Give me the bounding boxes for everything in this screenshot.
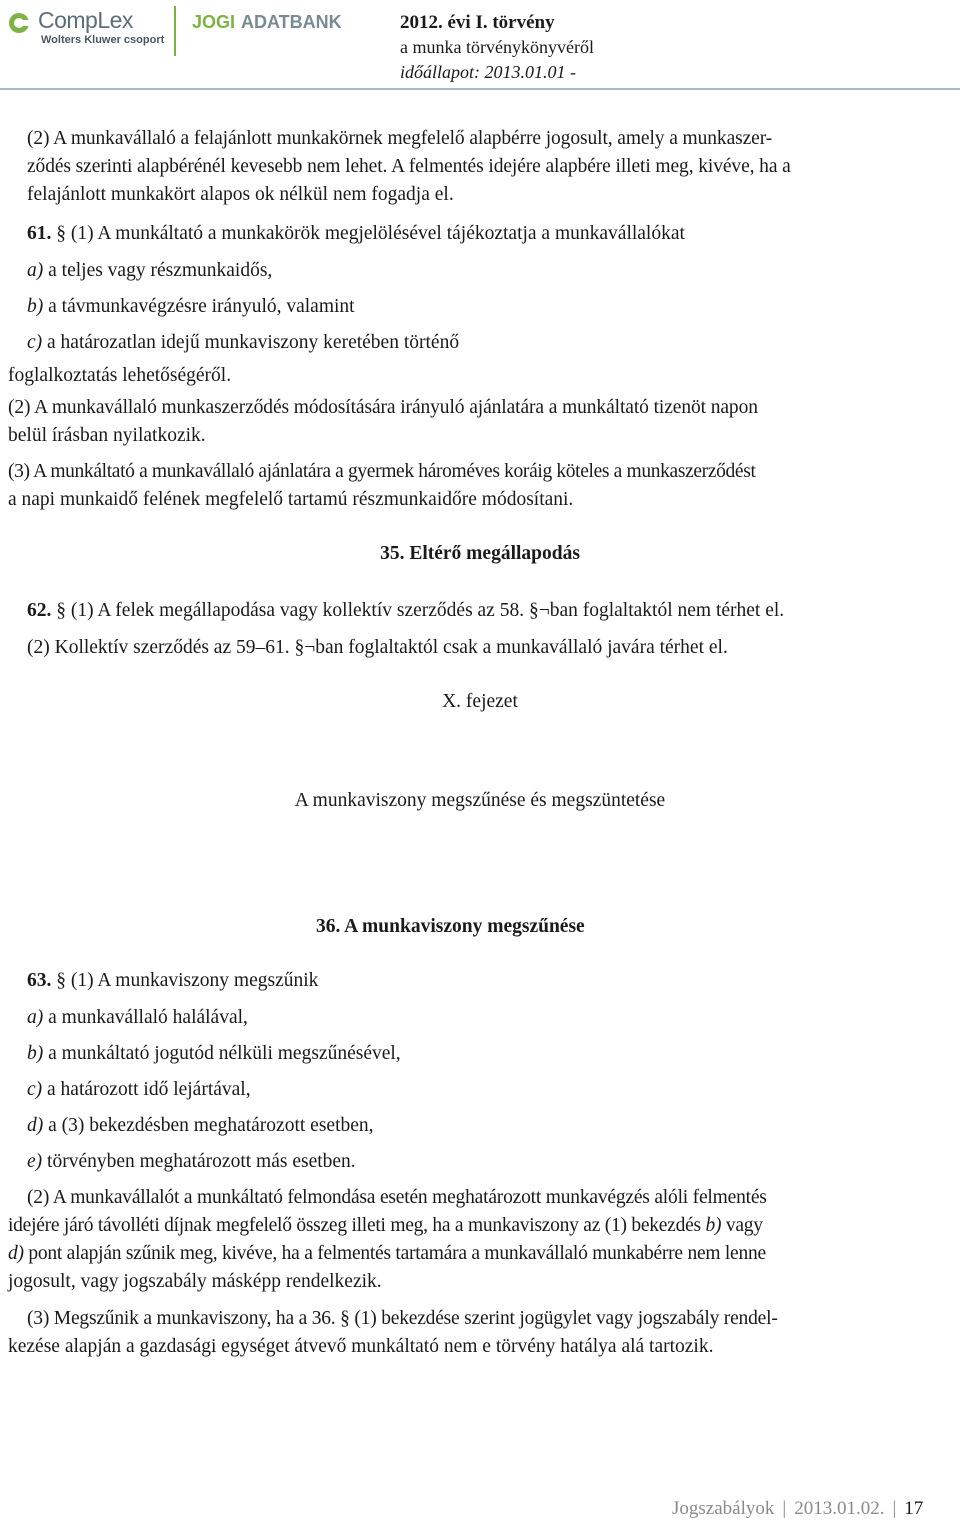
list-label: b) xyxy=(27,1043,44,1064)
footer-source: Jogszabályok xyxy=(672,1498,775,1519)
list-item-b xyxy=(27,293,355,321)
section-text: (1) A felek megállapodása vagy kollektív szerződés az 58. §¬ban foglaltaktól nem térhet el. xyxy=(70,600,785,621)
text-line xyxy=(8,1240,954,1268)
subheading-36: 36. A munkaviszony megszűnése xyxy=(316,916,585,937)
section-text: (1) A munkáltató a munkakörök megjelölésével tájékoztatja a munkavállalókat xyxy=(70,223,685,244)
text-span: pont alapján szűnik meg, kivéve, ha a felmentés tartamára a munkavállaló munkabérre nem lenne xyxy=(28,1243,766,1264)
section-sign: § xyxy=(56,970,66,991)
list-text: a határozott idő lejártával, xyxy=(47,1079,251,1100)
text-line: a napi munkaidő felének megfelelő tartamú részmunkaidőre módosítani. xyxy=(8,489,574,510)
header-rule xyxy=(0,88,960,90)
text-line: felajánlott munkakört alapos ok nélkül nem fogadja el. xyxy=(27,184,454,205)
text-line xyxy=(8,1212,954,1240)
subheading-35: 35. Eltérő megállapodás xyxy=(380,543,580,564)
list-label: d) xyxy=(8,1243,24,1264)
paragraph-63-3-cont: kezése alapján a gazdasági egységet átvevő munkáltató nem e törvény hatálya alá tartozik. xyxy=(8,1336,714,1357)
header-divider xyxy=(174,6,176,56)
section-number: 62. xyxy=(27,600,52,621)
law-title: 2012. évi I. törvény xyxy=(400,12,555,33)
paragraph-61-3 xyxy=(8,458,954,514)
section-61-tail: foglalkoztatás lehetőségéről. xyxy=(8,365,232,386)
list-item-c xyxy=(27,329,459,357)
list-label: c) xyxy=(27,1079,43,1100)
page-footer xyxy=(672,1498,923,1520)
text-line: (2) A munkavállaló munkaszerződés módosítására irányuló ajánlatára a munkáltató tizenöt napon xyxy=(8,397,758,418)
list-item-d xyxy=(27,1112,374,1140)
text-line: (3) A munkáltató a munkavállaló ajánlatára a gyermek hároméves koráig köteles a munkaszerződést xyxy=(8,461,756,482)
list-label: c) xyxy=(27,332,43,353)
text-span: idejére járó távolléti díjnak megfelelő összeg illeti meg, ha a munkaviszony az (1) bekezdés xyxy=(8,1215,701,1236)
list-text: a határozatlan idejű munkaviszony keretében történő xyxy=(47,332,460,353)
list-label: d) xyxy=(27,1115,44,1136)
time-state: időállapot: 2013.01.01 - xyxy=(400,62,576,82)
section-number: 63. xyxy=(27,970,52,991)
list-item-b xyxy=(27,1040,401,1068)
text-line: (2) A munkavállaló a felajánlott munkakörnek megfelelő alapbérre jogosult, amely a munkaszer- xyxy=(27,128,773,149)
page-number: 17 xyxy=(904,1498,924,1519)
footer-separator: | xyxy=(892,1498,897,1519)
list-text: törvényben meghatározott más esetben. xyxy=(47,1151,356,1172)
list-label: b) xyxy=(705,1215,722,1236)
jogi-logo-text: JOGI xyxy=(192,12,236,32)
jogi-adatbank-logo xyxy=(192,12,342,33)
list-text: a teljes vagy részmunkaidős, xyxy=(48,260,273,281)
footer-separator: | xyxy=(782,1498,787,1519)
section-62-2: (2) Kollektív szerződés az 59–61. §¬ban foglaltaktól csak a munkavállaló javára térhet el. xyxy=(27,637,728,658)
list-text: a távmunkavégzésre irányuló, valamint xyxy=(48,296,355,317)
paragraph-63-2 xyxy=(27,1184,954,1212)
text-line: (3) Megszűnik a munkaviszony, ha a 36. § (1) bekezdése szerint jogügylet vagy jogszabály rendel- xyxy=(27,1308,778,1329)
text-line: jogosult, vagy jogszabály másképp rendelkezik. xyxy=(8,1271,382,1292)
footer-date: 2013.01.02. xyxy=(794,1498,885,1519)
list-item-e xyxy=(27,1148,356,1176)
section-62-1 xyxy=(27,597,784,625)
list-label: a) xyxy=(27,260,44,281)
text-line: ződés szerinti alapbérénél kevesebb nem lehet. A felmentés idejére alapbére illeti meg, kivéve, ha a xyxy=(27,156,791,177)
list-text: a munkáltató jogutód nélküli megszűnésével, xyxy=(48,1043,401,1064)
list-text: a (3) bekezdésben meghatározott esetben, xyxy=(48,1115,374,1136)
text-line: belül írásban nyilatkozik. xyxy=(8,425,206,446)
section-sign: § xyxy=(56,223,66,244)
section-61-intro xyxy=(27,220,685,248)
paragraph-60-2 xyxy=(27,125,954,209)
section-63-intro xyxy=(27,967,318,995)
complex-logo xyxy=(8,8,168,48)
section-number: 61. xyxy=(27,223,52,244)
section-text: (1) A munkaviszony megszűnik xyxy=(70,970,319,991)
list-text: a munkavállaló halálával, xyxy=(48,1007,248,1028)
list-item-a xyxy=(27,257,272,285)
list-label: e) xyxy=(27,1151,43,1172)
list-label: a) xyxy=(27,1007,44,1028)
list-label: b) xyxy=(27,296,44,317)
text-line: (2) A munkavállalót a munkáltató felmondása esetén meghatározott munkavégzés alóli felmentés xyxy=(27,1187,767,1208)
complex-logo-text: CompLex xyxy=(38,7,133,33)
paragraph-63-3 xyxy=(27,1305,954,1333)
text-span: vagy xyxy=(725,1215,763,1236)
chapter-number: X. fejezet xyxy=(442,691,518,712)
adatbank-logo-text: ADATBANK xyxy=(241,12,342,32)
paragraph-61-2 xyxy=(8,394,954,450)
section-sign: § xyxy=(56,600,66,621)
complex-logo-subtitle: Wolters Kluwer csoport xyxy=(41,34,165,46)
list-item-c xyxy=(27,1076,251,1104)
chapter-title: A munkaviszony megszűnése és megszüntetése xyxy=(294,790,666,811)
complex-logo-icon xyxy=(8,12,30,34)
paragraph-63-2-cont xyxy=(8,1212,954,1296)
list-item-a xyxy=(27,1004,248,1032)
law-subtitle: a munka törvénykönyvéről xyxy=(400,37,594,57)
